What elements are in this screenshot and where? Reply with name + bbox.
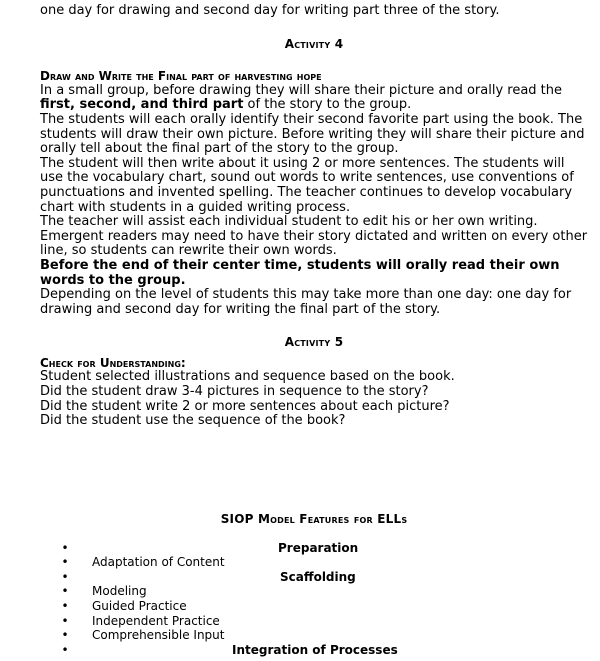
activity4-p1-end: of the story to the group. [243,97,412,113]
bullet-icon: • [61,598,69,613]
item-independent-practice: Independent Practice [92,613,220,628]
bullet-icon: • [61,584,69,599]
activity4-paragraph-3: The student will then write about it using 2 or more sentences. The students will use the vocabulary chart, sound out words to write sentences, use conventions of punctuations and invented spelling. The teacher continues to develop vocabulary chart with students in a guided writing process. [40,155,574,215]
bullet-icon: • [61,628,69,643]
activity4-p1-start: In a small group, before drawing they will share their picture and orally read the [40,82,563,98]
activity5-line-1: Student selected illustrations and sequence based on the book. [40,369,455,385]
siop-title: SIOP Model Features for ELLs [220,512,408,526]
bullet-icon: • [61,540,69,555]
bullet-column [58,541,72,658]
category-integration-of-processes: Integration of Processes [232,642,398,657]
activity4-paragraph-6: Before the end of their center time, students will orally read their own words to the group. [40,257,560,288]
activity5-line-2: Did the student draw 3-4 pictures in sequence to the story? [40,384,429,400]
siop-features-table [40,541,588,661]
category-preparation: Preparation [278,540,359,555]
activity4-paragraph-5: Emergent readers may need to have their story dictated and written on every other line, so students can rewrite their own words. [40,228,588,259]
activity4-p1-bold: first, second, and third part [40,97,244,113]
activity4-subtitle: Draw and Write the Final part of harvesting hope [40,69,322,84]
category-scaffolding: Scaffolding [280,569,356,584]
item-modeling: Modeling [92,584,147,599]
bullet-icon: • [61,555,69,570]
bullet-icon: • [61,613,69,628]
bullet-icon: • [61,642,69,657]
activity5-line-3: Did the student write 2 or more sentences about each picture? [40,398,450,414]
activity5-title: Activity 5 [284,335,344,350]
item-adaptation-of-content: Adaptation of Content [92,555,225,570]
activity4-paragraph-7: Depending on the level of students this may take more than one day: one day for drawing and second day for writing the final part of the story. [40,287,572,317]
siop-section [40,512,588,661]
activity4-paragraph-2: The students will each orally identify their second favorite part using the book. The students will draw their own picture. Before writing they will share their picture and orally tell about the final part of the story to the group. [40,111,585,157]
document-page [40,4,588,429]
activity5-subtitle: Check for Understanding: [40,355,186,370]
activity5-line-4: Did the student use the sequence of the book? [40,413,346,429]
activity4-title: Activity 4 [284,36,344,51]
activity4-paragraph-1 [40,84,588,113]
intro-tail-line: one day for drawing and second day for writing part three of the story. [40,3,500,18]
item-guided-practice: Guided Practice [92,598,187,613]
item-comprehensible-input: Comprehensible Input [92,628,225,643]
bullet-icon: • [61,569,69,584]
activity4-paragraph-4: The teacher will assist each individual student to edit his or her own writing. [40,214,538,230]
